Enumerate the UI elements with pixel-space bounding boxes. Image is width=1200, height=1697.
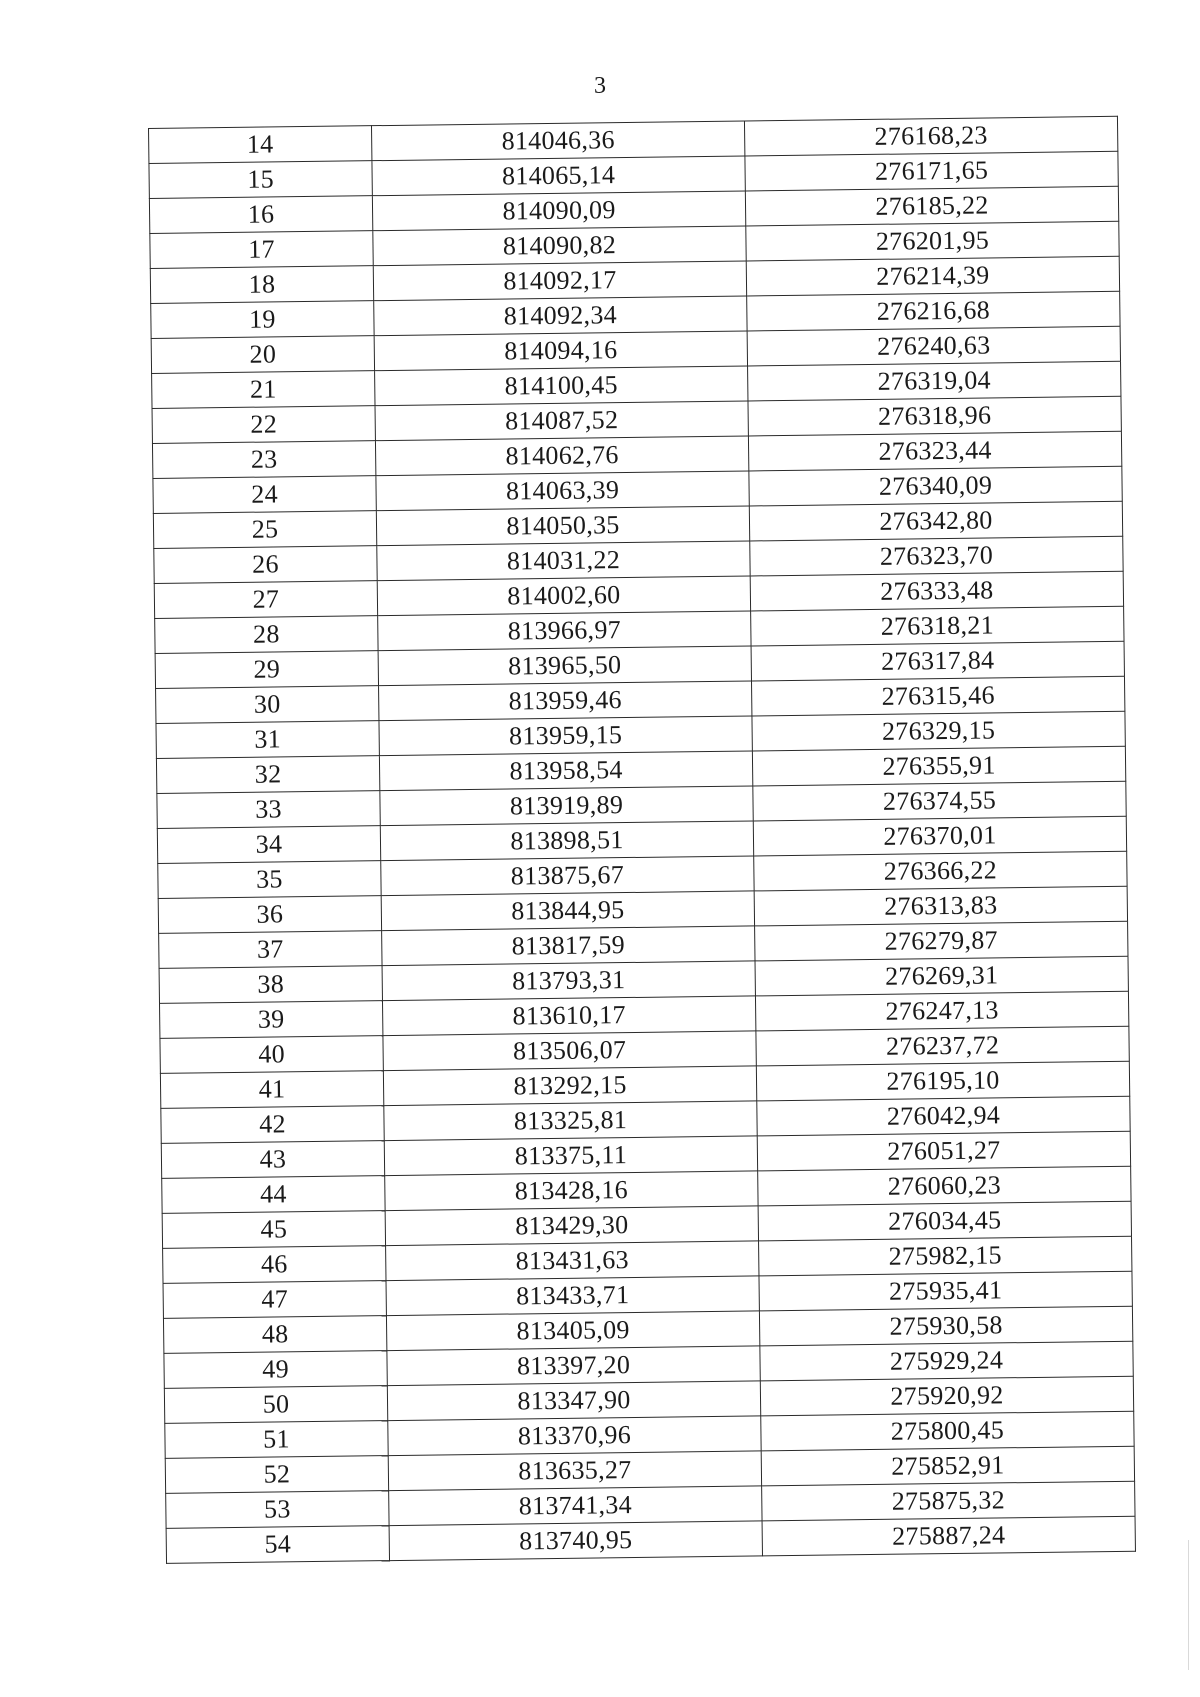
y-coordinate-cell: 276323,70 <box>750 536 1123 576</box>
point-number-cell: 37 <box>159 931 382 969</box>
point-number-cell: 52 <box>165 1456 388 1494</box>
x-coordinate-cell: 813875,67 <box>381 856 754 896</box>
y-coordinate-cell: 275875,32 <box>762 1481 1135 1521</box>
point-number-cell: 33 <box>157 791 380 829</box>
point-number-cell: 14 <box>149 126 372 164</box>
point-number-cell: 44 <box>162 1176 385 1214</box>
x-coordinate-cell: 813292,15 <box>383 1066 756 1106</box>
y-coordinate-cell: 275929,24 <box>760 1341 1133 1381</box>
x-coordinate-cell: 813375,11 <box>384 1136 757 1176</box>
x-coordinate-cell: 813397,20 <box>387 1346 760 1386</box>
y-coordinate-cell: 275930,58 <box>759 1306 1132 1346</box>
y-coordinate-cell: 276319,04 <box>748 361 1121 401</box>
point-number-cell: 40 <box>160 1036 383 1074</box>
point-number-cell: 31 <box>156 721 379 759</box>
point-number-cell: 50 <box>164 1386 387 1424</box>
y-coordinate-cell: 276355,91 <box>752 746 1125 786</box>
point-number-cell: 19 <box>151 301 374 339</box>
x-coordinate-cell: 813966,97 <box>378 611 751 651</box>
point-number-cell: 17 <box>150 231 373 269</box>
x-coordinate-cell: 813959,15 <box>379 716 752 756</box>
point-number-cell: 32 <box>156 756 379 794</box>
y-coordinate-cell: 276318,21 <box>751 606 1124 646</box>
point-number-cell: 30 <box>156 686 379 724</box>
y-coordinate-cell: 276185,22 <box>745 186 1118 226</box>
point-number-cell: 16 <box>149 196 372 234</box>
y-coordinate-cell: 276370,01 <box>753 816 1126 856</box>
y-coordinate-cell: 275887,24 <box>762 1516 1135 1556</box>
x-coordinate-cell: 814002,60 <box>377 576 750 616</box>
y-coordinate-cell: 276168,23 <box>744 116 1117 156</box>
y-coordinate-cell: 276317,84 <box>751 641 1124 681</box>
point-number-cell: 18 <box>150 266 373 304</box>
x-coordinate-cell: 813347,90 <box>387 1381 760 1421</box>
y-coordinate-cell: 276323,44 <box>748 431 1121 471</box>
x-coordinate-cell: 814090,09 <box>372 191 745 231</box>
point-number-cell: 29 <box>155 651 378 689</box>
y-coordinate-cell: 276247,13 <box>755 991 1128 1031</box>
x-coordinate-cell: 813506,07 <box>383 1031 756 1071</box>
x-coordinate-cell: 814046,36 <box>371 121 744 161</box>
point-number-cell: 45 <box>162 1211 385 1249</box>
x-coordinate-cell: 814062,76 <box>375 436 748 476</box>
x-coordinate-cell: 814092,34 <box>374 296 747 336</box>
y-coordinate-cell: 276279,87 <box>755 921 1128 961</box>
point-number-cell: 21 <box>152 371 375 409</box>
x-coordinate-cell: 814094,16 <box>374 331 747 371</box>
x-coordinate-cell: 813898,51 <box>380 821 753 861</box>
x-coordinate-cell: 813610,17 <box>382 996 755 1036</box>
x-coordinate-cell: 813919,89 <box>380 786 753 826</box>
point-number-cell: 38 <box>159 966 382 1004</box>
x-coordinate-cell: 813431,63 <box>386 1241 759 1281</box>
y-coordinate-cell: 276051,27 <box>757 1131 1130 1171</box>
y-coordinate-cell: 276195,10 <box>756 1061 1129 1101</box>
y-coordinate-cell: 276060,23 <box>758 1166 1131 1206</box>
y-coordinate-cell: 275982,15 <box>759 1236 1132 1276</box>
y-coordinate-cell: 275800,45 <box>761 1411 1134 1451</box>
point-number-cell: 51 <box>165 1421 388 1459</box>
x-coordinate-cell: 813370,96 <box>388 1416 761 1456</box>
point-number-cell: 54 <box>166 1526 389 1564</box>
y-coordinate-cell: 276329,15 <box>752 711 1125 751</box>
point-number-cell: 49 <box>164 1351 387 1389</box>
x-coordinate-cell: 814031,22 <box>377 541 750 581</box>
y-coordinate-cell: 276333,48 <box>750 571 1123 611</box>
y-coordinate-cell: 276313,83 <box>754 886 1127 926</box>
point-number-cell: 34 <box>157 826 380 864</box>
y-coordinate-cell: 276374,55 <box>753 781 1126 821</box>
point-number-cell: 23 <box>152 441 375 479</box>
y-coordinate-cell: 276237,72 <box>756 1026 1129 1066</box>
point-number-cell: 41 <box>160 1071 383 1109</box>
y-coordinate-cell: 276240,63 <box>747 326 1120 366</box>
x-coordinate-cell: 813844,95 <box>381 891 754 931</box>
point-number-cell: 28 <box>155 616 378 654</box>
point-number-cell: 15 <box>149 161 372 199</box>
y-coordinate-cell: 276042,94 <box>757 1096 1130 1136</box>
point-number-cell: 48 <box>163 1316 386 1354</box>
y-coordinate-cell: 276034,45 <box>758 1201 1131 1241</box>
x-coordinate-cell: 814092,17 <box>373 261 746 301</box>
point-number-cell: 46 <box>163 1246 386 1284</box>
point-number-cell: 36 <box>158 896 381 934</box>
x-coordinate-cell: 813793,31 <box>382 961 755 1001</box>
point-number-cell: 43 <box>161 1141 384 1179</box>
y-coordinate-cell: 276201,95 <box>746 221 1119 261</box>
x-coordinate-cell: 813740,95 <box>389 1521 762 1561</box>
point-number-cell: 53 <box>166 1491 389 1529</box>
y-coordinate-cell: 276269,31 <box>755 956 1128 996</box>
y-coordinate-cell: 276214,39 <box>746 256 1119 296</box>
x-coordinate-cell: 813325,81 <box>384 1101 757 1141</box>
point-number-cell: 35 <box>158 861 381 899</box>
y-coordinate-cell: 276315,46 <box>751 676 1124 716</box>
y-coordinate-cell: 276171,65 <box>745 151 1118 191</box>
x-coordinate-cell: 813741,34 <box>389 1486 762 1526</box>
x-coordinate-cell: 813958,54 <box>379 751 752 791</box>
x-coordinate-cell: 813959,46 <box>379 681 752 721</box>
point-number-cell: 20 <box>151 336 374 374</box>
scan-edge-mark <box>1188 1540 1189 1670</box>
y-coordinate-cell: 276340,09 <box>749 466 1122 506</box>
point-number-cell: 22 <box>152 406 375 444</box>
x-coordinate-cell: 814087,52 <box>375 401 748 441</box>
coordinates-table-body <box>149 116 1136 1563</box>
x-coordinate-cell: 813433,71 <box>386 1276 759 1316</box>
point-number-cell: 26 <box>154 546 377 584</box>
x-coordinate-cell: 813635,27 <box>388 1451 761 1491</box>
point-number-cell: 24 <box>153 476 376 514</box>
x-coordinate-cell: 814100,45 <box>375 366 748 406</box>
page-number: 3 <box>594 73 606 99</box>
point-number-cell: 27 <box>154 581 377 619</box>
y-coordinate-cell: 275920,92 <box>760 1376 1133 1416</box>
y-coordinate-cell: 276342,80 <box>749 501 1122 541</box>
coordinates-table <box>148 116 1136 1564</box>
x-coordinate-cell: 813965,50 <box>378 646 751 686</box>
x-coordinate-cell: 814065,14 <box>372 156 745 196</box>
x-coordinate-cell: 813428,16 <box>385 1171 758 1211</box>
point-number-cell: 42 <box>161 1106 384 1144</box>
y-coordinate-cell: 275935,41 <box>759 1271 1132 1311</box>
point-number-cell: 25 <box>153 511 376 549</box>
y-coordinate-cell: 276366,22 <box>754 851 1127 891</box>
x-coordinate-cell: 813817,59 <box>382 926 755 966</box>
y-coordinate-cell: 276318,96 <box>748 396 1121 436</box>
x-coordinate-cell: 814063,39 <box>376 471 749 511</box>
point-number-cell: 39 <box>160 1001 383 1039</box>
x-coordinate-cell: 814050,35 <box>376 506 749 546</box>
x-coordinate-cell: 813429,30 <box>385 1206 758 1246</box>
point-number-cell: 47 <box>163 1281 386 1319</box>
x-coordinate-cell: 813405,09 <box>386 1311 759 1351</box>
x-coordinate-cell: 814090,82 <box>373 226 746 266</box>
y-coordinate-cell: 275852,91 <box>761 1446 1134 1486</box>
y-coordinate-cell: 276216,68 <box>747 291 1120 331</box>
